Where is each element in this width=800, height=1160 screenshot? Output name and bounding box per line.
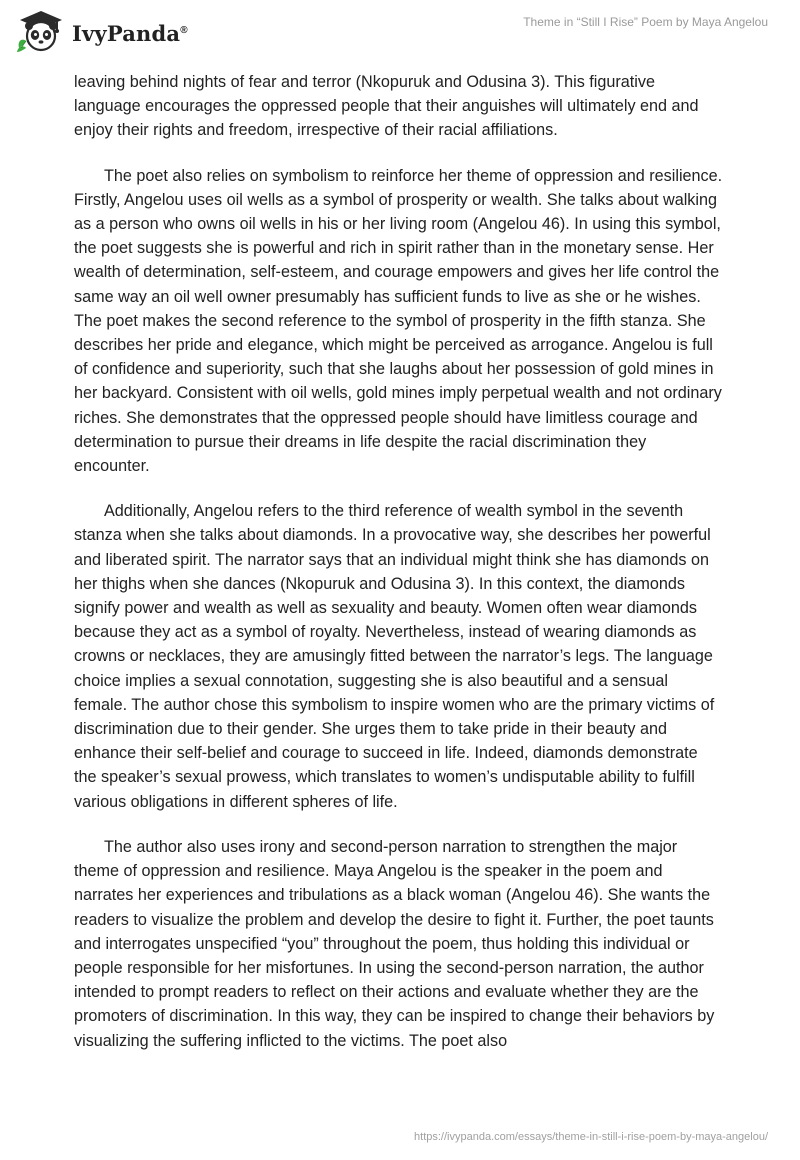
paragraph-2: The poet also relies on symbolism to reinforce her theme of oppression and resilience. Firstly, Angelou uses oil wells as a symbol of prosperity or wealth. She talks about walking as a person who owns oil wells in his or her living room (Angelou 46). In using this symbol, the poet suggests she is powerful and rich in spirit rather than in the monetary sense. Her wealth of determination, self-esteem, and courage empowers and gives her life control the same way an oil well owner presumably has sufficient funds to live as she or he wishes. The poet makes the second reference to the symbol of prosperity in the fifth stanza. She describes her pride and elegance, which might be perceived as arrogance. Angelou is full of confidence and superiority, such that she laughs about her possession of gold mines in her backyard. Consistent with oil wells, gold mines imply perpetual wealth and not ordinary riches. She demonstrates that the oppressed people should have limitless courage and determination to pursue their dreams in life despite the racial discrimination they encounter. xyxy=(74,166,723,476)
paragraph-3: Additionally, Angelou refers to the third reference of wealth symbol in the seventh stanza when she talks about diamonds. In a provocative way, she describes her powerful and liberated spirit. The narrator says that an individual might think she has diamonds on her thighs when she dances (Nkopuruk and Odusina 3). In this context, the diamonds signify power and wealth as well as sexuality and beauty. Women often wear diamonds because they act as a symbol of royalty. Nevertheless, instead of wearing diamonds as crowns or necklaces, they are amusingly fitted between the narrator’s legs. The language choice implies a sexual connotation, suggesting she is also beautiful and a sensual female. The author chose this symbolism to inspire women who are the primary victims of discrimination due to their gender. She urges them to take pride in their beauty and enhance their self-belief and courage to succeed in life. Indeed, diamonds demonstrate the speaker’s sexual prowess, which translates to women’s undisputable ability to fulfill various obligations in different spheres of life. xyxy=(74,502,715,811)
logo-name: IvyPanda xyxy=(72,20,181,46)
source-url[interactable]: https://ivypanda.com/essays/theme-in-still-i-rise-poem-by-maya-angelou/ xyxy=(414,1131,768,1143)
page-header xyxy=(0,0,800,62)
logo-wordmark xyxy=(72,21,188,46)
paragraph-4: The author also uses irony and second-person narration to strengthen the major theme of oppression and resilience. Maya Angelou is the speaker in the poem and narrates her experiences and tribulations as a black woman (Angelou 46). She wants the readers to visualize the problem and develop the desire to fight it. Further, the poet taunts and interrogates unspecified “you” throughout the poem, thus holding this individual or people responsible for her misfortunes. In using the second-person narration, the author intended to prompt readers to reflect on their actions and evaluate whether they are the promoters of discrimination. In this way, they can be inspired to change their behaviors by visualizing the suffering inflicted to the victims. The poet also xyxy=(74,837,715,1050)
essay-body xyxy=(74,70,724,1074)
document-title: Theme in “Still I Rise” Poem by Maya Angelou xyxy=(523,15,768,29)
paragraph-1: leaving behind nights of fear and terror (Nkopuruk and Odusina 3). This figurative language encourages the oppressed people that their anguishes will ultimately end and enjoy their rights and freedom, irrespective of their racial affiliations. xyxy=(74,73,699,140)
ivypanda-logo[interactable] xyxy=(14,8,188,54)
registered-mark: ® xyxy=(180,24,188,36)
panda-logo-icon xyxy=(14,8,68,54)
